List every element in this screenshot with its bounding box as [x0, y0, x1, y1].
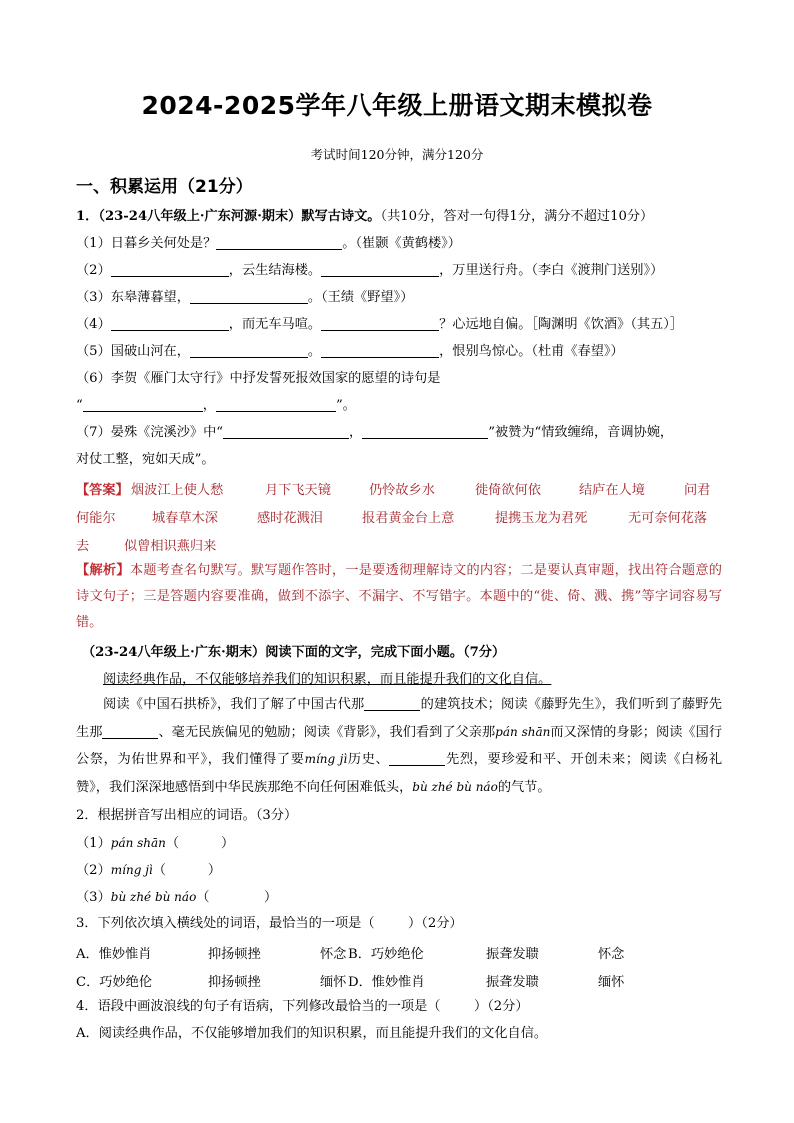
answer-item: 提携玉龙为君死 — [495, 511, 588, 526]
q2-item-label: （3） — [76, 890, 111, 905]
answer-item: 问君 — [684, 483, 711, 498]
answer-item: 似曾相识燕归来 — [124, 539, 217, 554]
answer-blank[interactable] — [83, 397, 203, 412]
passage-text: 的建筑技术；阅读《藤野先生》，我们听到了藤野先生那 — [76, 697, 722, 740]
q1-item-3-source: 。（王绩《野望》） — [307, 290, 414, 305]
passage-line-1 — [103, 671, 753, 689]
pinyin: bù zhé bù náo — [110, 890, 197, 904]
q2-stem: 2．根据拼音写出相应的词语。（3分） — [76, 808, 298, 823]
q3-stem: 3．下列依次填入横线处的词语，最恰当的一项是（ ）（2分） — [76, 916, 463, 931]
q4-stem: 4．语段中画波浪线的句子有语病，下列修改最恰当的一项是（ ）（2分） — [76, 999, 529, 1014]
option-word: 抑扬顿挫 — [208, 947, 261, 962]
page-title: 2024-2025学年八年级上册语文期末模拟卷 — [141, 91, 653, 120]
answer-row-2 — [76, 507, 726, 527]
q1-scoring: （共10分，答对一句得1分，满分不超过10分） — [380, 209, 654, 224]
comma: ， — [349, 425, 363, 440]
answer-item: 无可奈何花落 — [628, 511, 708, 526]
answer-row-1 — [76, 479, 726, 499]
passage-paragraph — [76, 691, 722, 801]
q1-item-1-text: （1）日暮乡关何处是？ — [76, 236, 217, 251]
answer-blank[interactable] — [223, 424, 349, 439]
q2-item-label: （2） — [76, 863, 111, 878]
option-a[interactable]: A．惟妙惟肖 — [76, 947, 152, 962]
passage-text: 历史、 — [347, 752, 390, 767]
answer-blank[interactable] — [190, 289, 308, 304]
answer-item: 何能尔 — [76, 511, 116, 526]
answer-parentheses[interactable]: （ ） — [152, 863, 222, 878]
answer-blank[interactable] — [190, 343, 308, 358]
q1-item-7-cont: 对仗工整，宛如天成”。 — [76, 452, 215, 467]
quote-open: “ — [76, 398, 83, 413]
q1-item-1-source: 。（崔颢《黄鹤楼》） — [342, 236, 461, 251]
passage-text: 先烈，要珍爱和平、开创未来；阅读《白杨礼赞》，我们深深地感悟到中华民族那绝不向任何困难低头， — [76, 752, 723, 795]
option-word: 缅怀 — [320, 975, 347, 990]
pinyin: pán shān — [495, 724, 551, 739]
q1-item-3-text: （3）东皋薄暮望， — [76, 290, 190, 305]
q1-item-6-answer — [76, 397, 726, 415]
explanation — [76, 558, 722, 636]
answer-blank[interactable] — [111, 316, 229, 331]
q1-item-2-text: ，云生结海楼。 — [228, 263, 322, 278]
q2-item-2 — [76, 861, 726, 880]
q1-item-4 — [76, 316, 726, 334]
answer-blank[interactable] — [102, 724, 158, 739]
q1-item-5-text: （5）国破山河在， — [76, 344, 190, 359]
answer-row-3 — [76, 535, 726, 555]
answer-blank[interactable] — [216, 397, 336, 412]
passage-text: 阅读《中国石拱桥》，我们了解了中国古代那 — [103, 697, 365, 712]
answer-blank[interactable] — [362, 424, 488, 439]
q1-item-7-comment: ”被赞为“情致缠绵，音调协婉， — [488, 425, 674, 440]
answer-blank[interactable] — [389, 751, 445, 766]
q1-item-2-label: （2） — [76, 263, 111, 278]
q1-item-3 — [76, 289, 726, 307]
q1-item-4-label: （4） — [76, 317, 111, 332]
q2-item-3 — [76, 888, 726, 907]
passage-text: 、毫无民族偏见的勉励；阅读《背影》，我们看到了父亲那 — [158, 724, 496, 740]
pinyin: míng jì — [304, 752, 348, 766]
passage-text: 而又深情的身影；阅读《国行公祭，为佑世界和平》，我们懂得了要 — [76, 724, 723, 767]
wavy-underlined-sentence: 阅读经典作品，不仅能够培养我们的知识积累，而且能提升我们的文化自信。 — [103, 672, 552, 687]
passage-text: 的气节。 — [497, 779, 551, 795]
answer-parentheses[interactable]: （ ） — [196, 890, 278, 905]
exam-info: 考试时间120分钟，满分120分 — [310, 147, 484, 162]
pinyin: bù zhé bù náo — [412, 779, 498, 794]
answer-item: 城春草木深 — [152, 511, 218, 526]
passage-intro: （23-24八年级上·广东·期末）阅读下面的文字，完成下面小题。（7分） — [82, 645, 506, 660]
section-heading: 一、积累运用（21分） — [76, 177, 253, 197]
answer-blank[interactable] — [321, 262, 439, 277]
option-word: 缅怀 — [598, 975, 625, 990]
answer-item: 报君黄金台上意 — [362, 511, 455, 526]
option-c[interactable]: C．巧妙绝伦 — [76, 975, 153, 990]
option-word: 怀念 — [598, 947, 625, 962]
answer-blank[interactable] — [111, 262, 229, 277]
q2-item-label: （1） — [76, 836, 111, 851]
answer-parentheses[interactable]: （ ） — [165, 836, 235, 851]
quote-close: ”。 — [335, 398, 356, 413]
q4-option-a[interactable]: A．阅读经典作品，不仅能够增加我们的知识积累，而且能提升我们的文化自信。 — [76, 1026, 548, 1041]
q1-item-1 — [76, 235, 726, 253]
option-word: 怀念 — [320, 947, 347, 962]
q1-item-5-punct: 。 — [307, 344, 322, 359]
option-word: 振聋发聩 — [486, 947, 539, 962]
answer-item: 仍怜故乡水 — [369, 483, 435, 498]
q1-item-6: （6）李贺《雁门太守行》中抒发誓死报效国家的愿望的诗句是 — [76, 371, 441, 386]
q1-stem — [76, 208, 726, 226]
q1-source: 1．（23-24八年级上·广东河源·期末）默写古诗文。 — [76, 209, 381, 224]
answer-tag: 【答案】 — [76, 483, 129, 498]
answer-item: 去 — [76, 539, 90, 554]
answer-blank[interactable] — [321, 316, 439, 331]
q1-item-7-text: （7）晏殊《浣溪沙》中“ — [76, 425, 224, 440]
answer-blank[interactable] — [364, 696, 420, 711]
q2-item-1 — [76, 834, 726, 853]
q1-item-4-source: ？心远地自偏。［陶渊明《饮酒》（其五）］ — [439, 317, 684, 332]
pinyin: míng jì — [110, 863, 153, 877]
answer-item: 烟波江上使人愁 — [131, 483, 224, 498]
q1-item-5-source: ，恨别鸟惊心。（杜甫《春望》） — [439, 344, 624, 359]
q1-item-4-text: ，而无车马喧。 — [228, 317, 322, 332]
explanation-tag: 【解析】 — [76, 563, 130, 578]
q1-item-7 — [76, 424, 726, 442]
answer-item: 月下飞天镜 — [265, 483, 331, 498]
q1-item-2 — [76, 262, 726, 280]
answer-blank[interactable] — [216, 235, 342, 250]
answer-item: 徙倚欲何依 — [475, 483, 541, 498]
explanation-text: 本题考查名句默写。默写题作答时，一是要透彻理解诗文的内容；二是要认真审题，找出符合题意的诗文句子；三是答题内容要准确，做到不添字、不漏字、不写错字。本题中的“徙、倚、溅、携”等字词容易写错。 — [76, 563, 722, 630]
option-word: 抑扬顿挫 — [208, 975, 261, 990]
q1-item-2-source: ，万里送行舟。（李白《渡荆门送别》） — [439, 263, 664, 278]
answer-item: 结庐在人境 — [579, 483, 645, 498]
answer-item: 感时花溅泪 — [257, 511, 323, 526]
q1-item-5 — [76, 343, 726, 361]
option-d[interactable]: D．惟妙惟肖 — [348, 975, 425, 990]
option-word: 振聋发聩 — [486, 975, 539, 990]
answer-blank[interactable] — [321, 343, 439, 358]
option-b[interactable]: B．巧妙绝伦 — [348, 947, 424, 962]
comma: ， — [202, 398, 216, 413]
pinyin: pán shān — [110, 836, 166, 850]
